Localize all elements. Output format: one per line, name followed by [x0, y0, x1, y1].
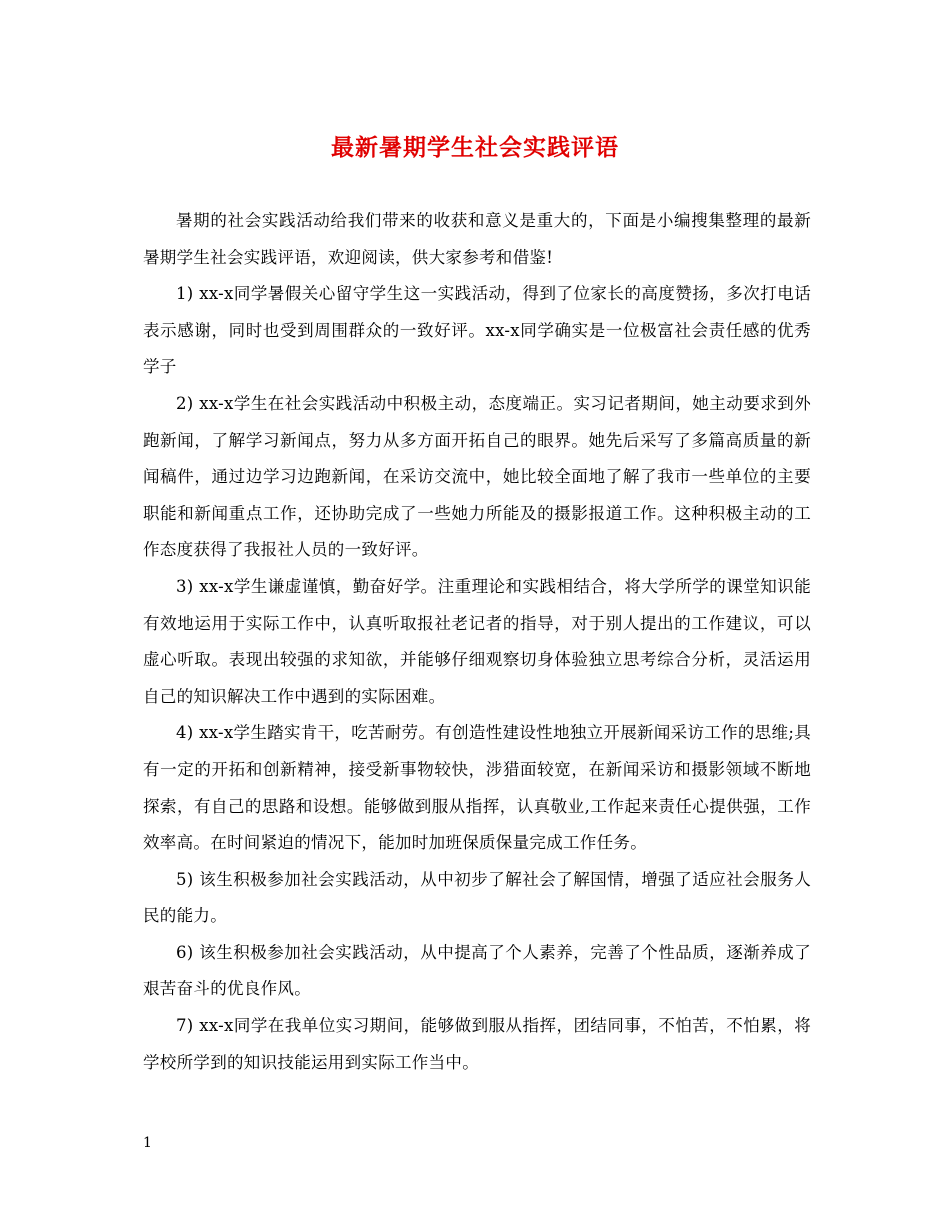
comment-paragraph-3: 3) xx-x学生谦虚谨慎，勤奋好学。注重理论和实践相结合，将大学所学的课堂知识能有效地运用于实际工作中，认真听取报社老记者的指导，对于别人提出的工作建议，可以虚心听取。表现出较强的求知欲，并能够仔细观察切身体验独立思考综合分析，灵活运用自己的知识解决工作中遇到的实际困难。 — [143, 576, 811, 706]
comment-paragraph-4: 4) xx-x学生踏实肯干，吃苦耐劳。有创造性建设性地独立开展新闻采访工作的思维;具有一定的开拓和创新精神，接受新事物较快，涉猎面较宽，在新闻采访和摄影领域不断地探索，有自己的思路和设想。能够做到服从指挥，认真敬业,工作起来责任心提供强，工作效率高。在时间紧迫的情况下，能加时加班保质保量完成工作任务。 — [143, 723, 811, 853]
intro-paragraph: 暑期的社会实践活动给我们带来的收获和意义是重大的，下面是小编搜集整理的最新暑期学生社会实践评语，欢迎阅读，供大家参考和借鉴! — [143, 211, 811, 267]
comment-paragraph-2: 2) xx-x学生在社会实践活动中积极主动，态度端正。实习记者期间，她主动要求到外跑新闻，了解学习新闻点，努力从多方面开拓自己的眼界。她先后采写了多篇高质量的新闻稿件，通过边学习边跑新闻，在采访交流中，她比较全面地了解了我市一些单位的主要职能和新闻重点工作，还协助完成了一些她力所能及的摄影报道工作。这种积极主动的工作态度获得了我报社人员的一致好评。 — [143, 393, 811, 560]
page-number: 1 — [143, 1135, 152, 1151]
document-body — [143, 203, 811, 1081]
comment-paragraph-5: 5) 该生积极参加社会实践活动，从中初步了解社会了解国情，增强了适应社会服务人民的能力。 — [143, 869, 811, 926]
comment-paragraph-7: 7) xx-x同学在我单位实习期间，能够做到服从指挥，团结同事，不怕苦，不怕累，将学校所学到的知识技能运用到实际工作当中。 — [143, 1016, 811, 1072]
document-title: 最新暑期学生社会实践评语 — [331, 134, 619, 161]
comment-paragraph-1: 1) xx-x同学暑假关心留守学生这一实践活动，得到了位家长的高度赞扬，多次打电话表示感谢，同时也受到周围群众的一致好评。xx-x同学确实是一位极富社会责任感的优秀学子 — [143, 284, 811, 377]
comment-paragraph-6: 6) 该生积极参加社会实践活动，从中提高了个人素养，完善了个性品质，逐渐养成了艰苦奋斗的优良作风。 — [143, 942, 811, 999]
